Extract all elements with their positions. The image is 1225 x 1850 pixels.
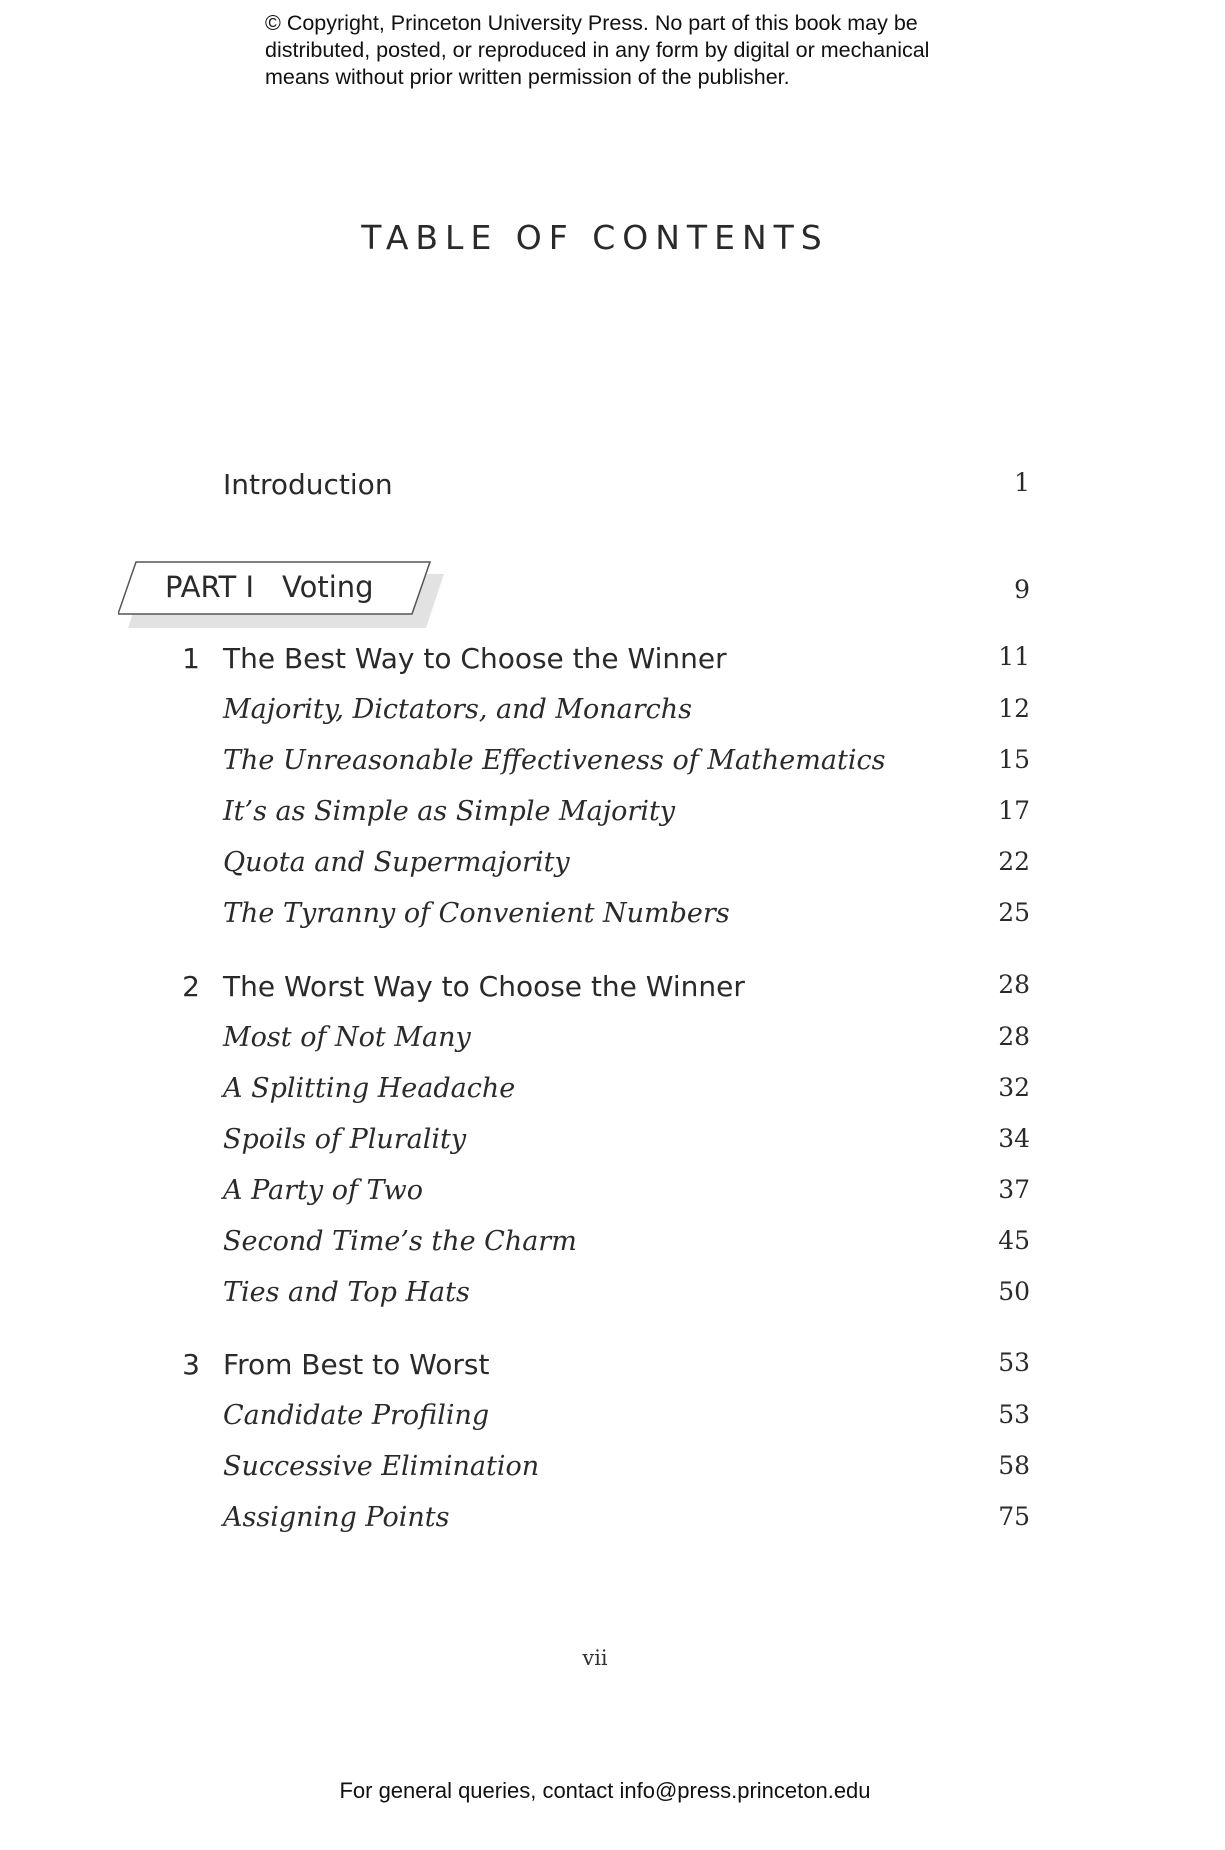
chapter-number: 2 bbox=[182, 970, 200, 1003]
entry-title: A Party of Two bbox=[223, 1175, 423, 1206]
entry-page: 53 bbox=[998, 1348, 1030, 1377]
entry-page: 37 bbox=[998, 1175, 1030, 1204]
toc-entry-section bbox=[0, 1400, 1225, 1446]
entry-title: A Splitting Headache bbox=[223, 1073, 516, 1104]
entry-page: 75 bbox=[998, 1502, 1030, 1531]
copyright-line: means without prior written permission of the publisher. bbox=[265, 65, 790, 89]
entry-page: 53 bbox=[998, 1400, 1030, 1429]
chapter-number: 3 bbox=[182, 1348, 200, 1381]
toc-entry-section bbox=[0, 898, 1225, 944]
copyright-line: distributed, posted, or reproduced in any form by digital or mechanical bbox=[265, 38, 930, 62]
toc-entry-section bbox=[0, 1502, 1225, 1548]
entry-page: 11 bbox=[998, 642, 1030, 671]
entry-title: From Best to Worst bbox=[223, 1348, 490, 1381]
entry-title: Second Time’s the Charm bbox=[223, 1226, 577, 1257]
entry-title: Candidate Profiling bbox=[223, 1400, 490, 1431]
entry-page: 28 bbox=[998, 1022, 1030, 1051]
entry-title: Spoils of Plurality bbox=[223, 1124, 467, 1155]
entry-page: 58 bbox=[998, 1451, 1030, 1480]
entry-page: 1 bbox=[1014, 468, 1030, 497]
toc-entry-section bbox=[0, 1451, 1225, 1497]
entry-page: 34 bbox=[998, 1124, 1030, 1153]
entry-page: 12 bbox=[998, 694, 1030, 723]
entry-page: 28 bbox=[998, 970, 1030, 999]
entry-page: 45 bbox=[998, 1226, 1030, 1255]
entry-page: 22 bbox=[998, 847, 1030, 876]
toc-entry-section bbox=[0, 1226, 1225, 1272]
entry-title: Quota and Supermajority bbox=[223, 847, 570, 878]
page-title: TABLE OF CONTENTS bbox=[361, 218, 829, 257]
part-title: Voting bbox=[282, 570, 374, 604]
page-number: vii bbox=[582, 1646, 608, 1670]
toc-entry-section bbox=[0, 1022, 1225, 1068]
part-number: PART I bbox=[165, 570, 254, 604]
toc-entry-introduction bbox=[0, 468, 1225, 514]
toc-entry-section bbox=[0, 847, 1225, 893]
entry-title: The Worst Way to Choose the Winner bbox=[223, 970, 745, 1003]
footer-contact: For general queries, contact info@press.princeton.edu bbox=[339, 1778, 871, 1803]
entry-title: Most of Not Many bbox=[223, 1022, 471, 1053]
entry-title: The Best Way to Choose the Winner bbox=[223, 642, 727, 675]
entry-page: 15 bbox=[998, 745, 1030, 774]
toc-entry-section bbox=[0, 1175, 1225, 1221]
entry-title: The Unreasonable Effectiveness of Mathematics bbox=[223, 745, 886, 776]
toc-entry-section bbox=[0, 1277, 1225, 1323]
entry-page: 25 bbox=[998, 898, 1030, 927]
toc-entry-part bbox=[0, 575, 1225, 621]
entry-page: 50 bbox=[998, 1277, 1030, 1306]
entry-title: Assigning Points bbox=[223, 1502, 450, 1533]
entry-page: 32 bbox=[998, 1073, 1030, 1102]
copyright-notice bbox=[265, 10, 1025, 91]
entry-title: The Tyranny of Convenient Numbers bbox=[223, 898, 730, 929]
entry-title: Introduction bbox=[223, 468, 393, 501]
entry-page: 9 bbox=[1014, 575, 1030, 604]
toc-entry-section bbox=[0, 694, 1225, 740]
toc-entry-section bbox=[0, 1124, 1225, 1170]
toc-entry-section bbox=[0, 796, 1225, 842]
entry-title: It’s as Simple as Simple Majority bbox=[223, 796, 676, 827]
chapter-number: 1 bbox=[182, 642, 200, 675]
entry-title: Majority, Dictators, and Monarchs bbox=[223, 694, 692, 725]
entry-title: Successive Elimination bbox=[223, 1451, 540, 1482]
toc-entry-chapter bbox=[0, 642, 1225, 688]
toc-entry-chapter bbox=[0, 970, 1225, 1016]
toc-entry-section bbox=[0, 1073, 1225, 1119]
entry-page: 17 bbox=[998, 796, 1030, 825]
toc-entry-chapter bbox=[0, 1348, 1225, 1394]
copyright-line: © Copyright, Princeton University Press. No part of this book may be bbox=[265, 11, 918, 35]
entry-title: Ties and Top Hats bbox=[223, 1277, 470, 1308]
toc-entry-section bbox=[0, 745, 1225, 791]
